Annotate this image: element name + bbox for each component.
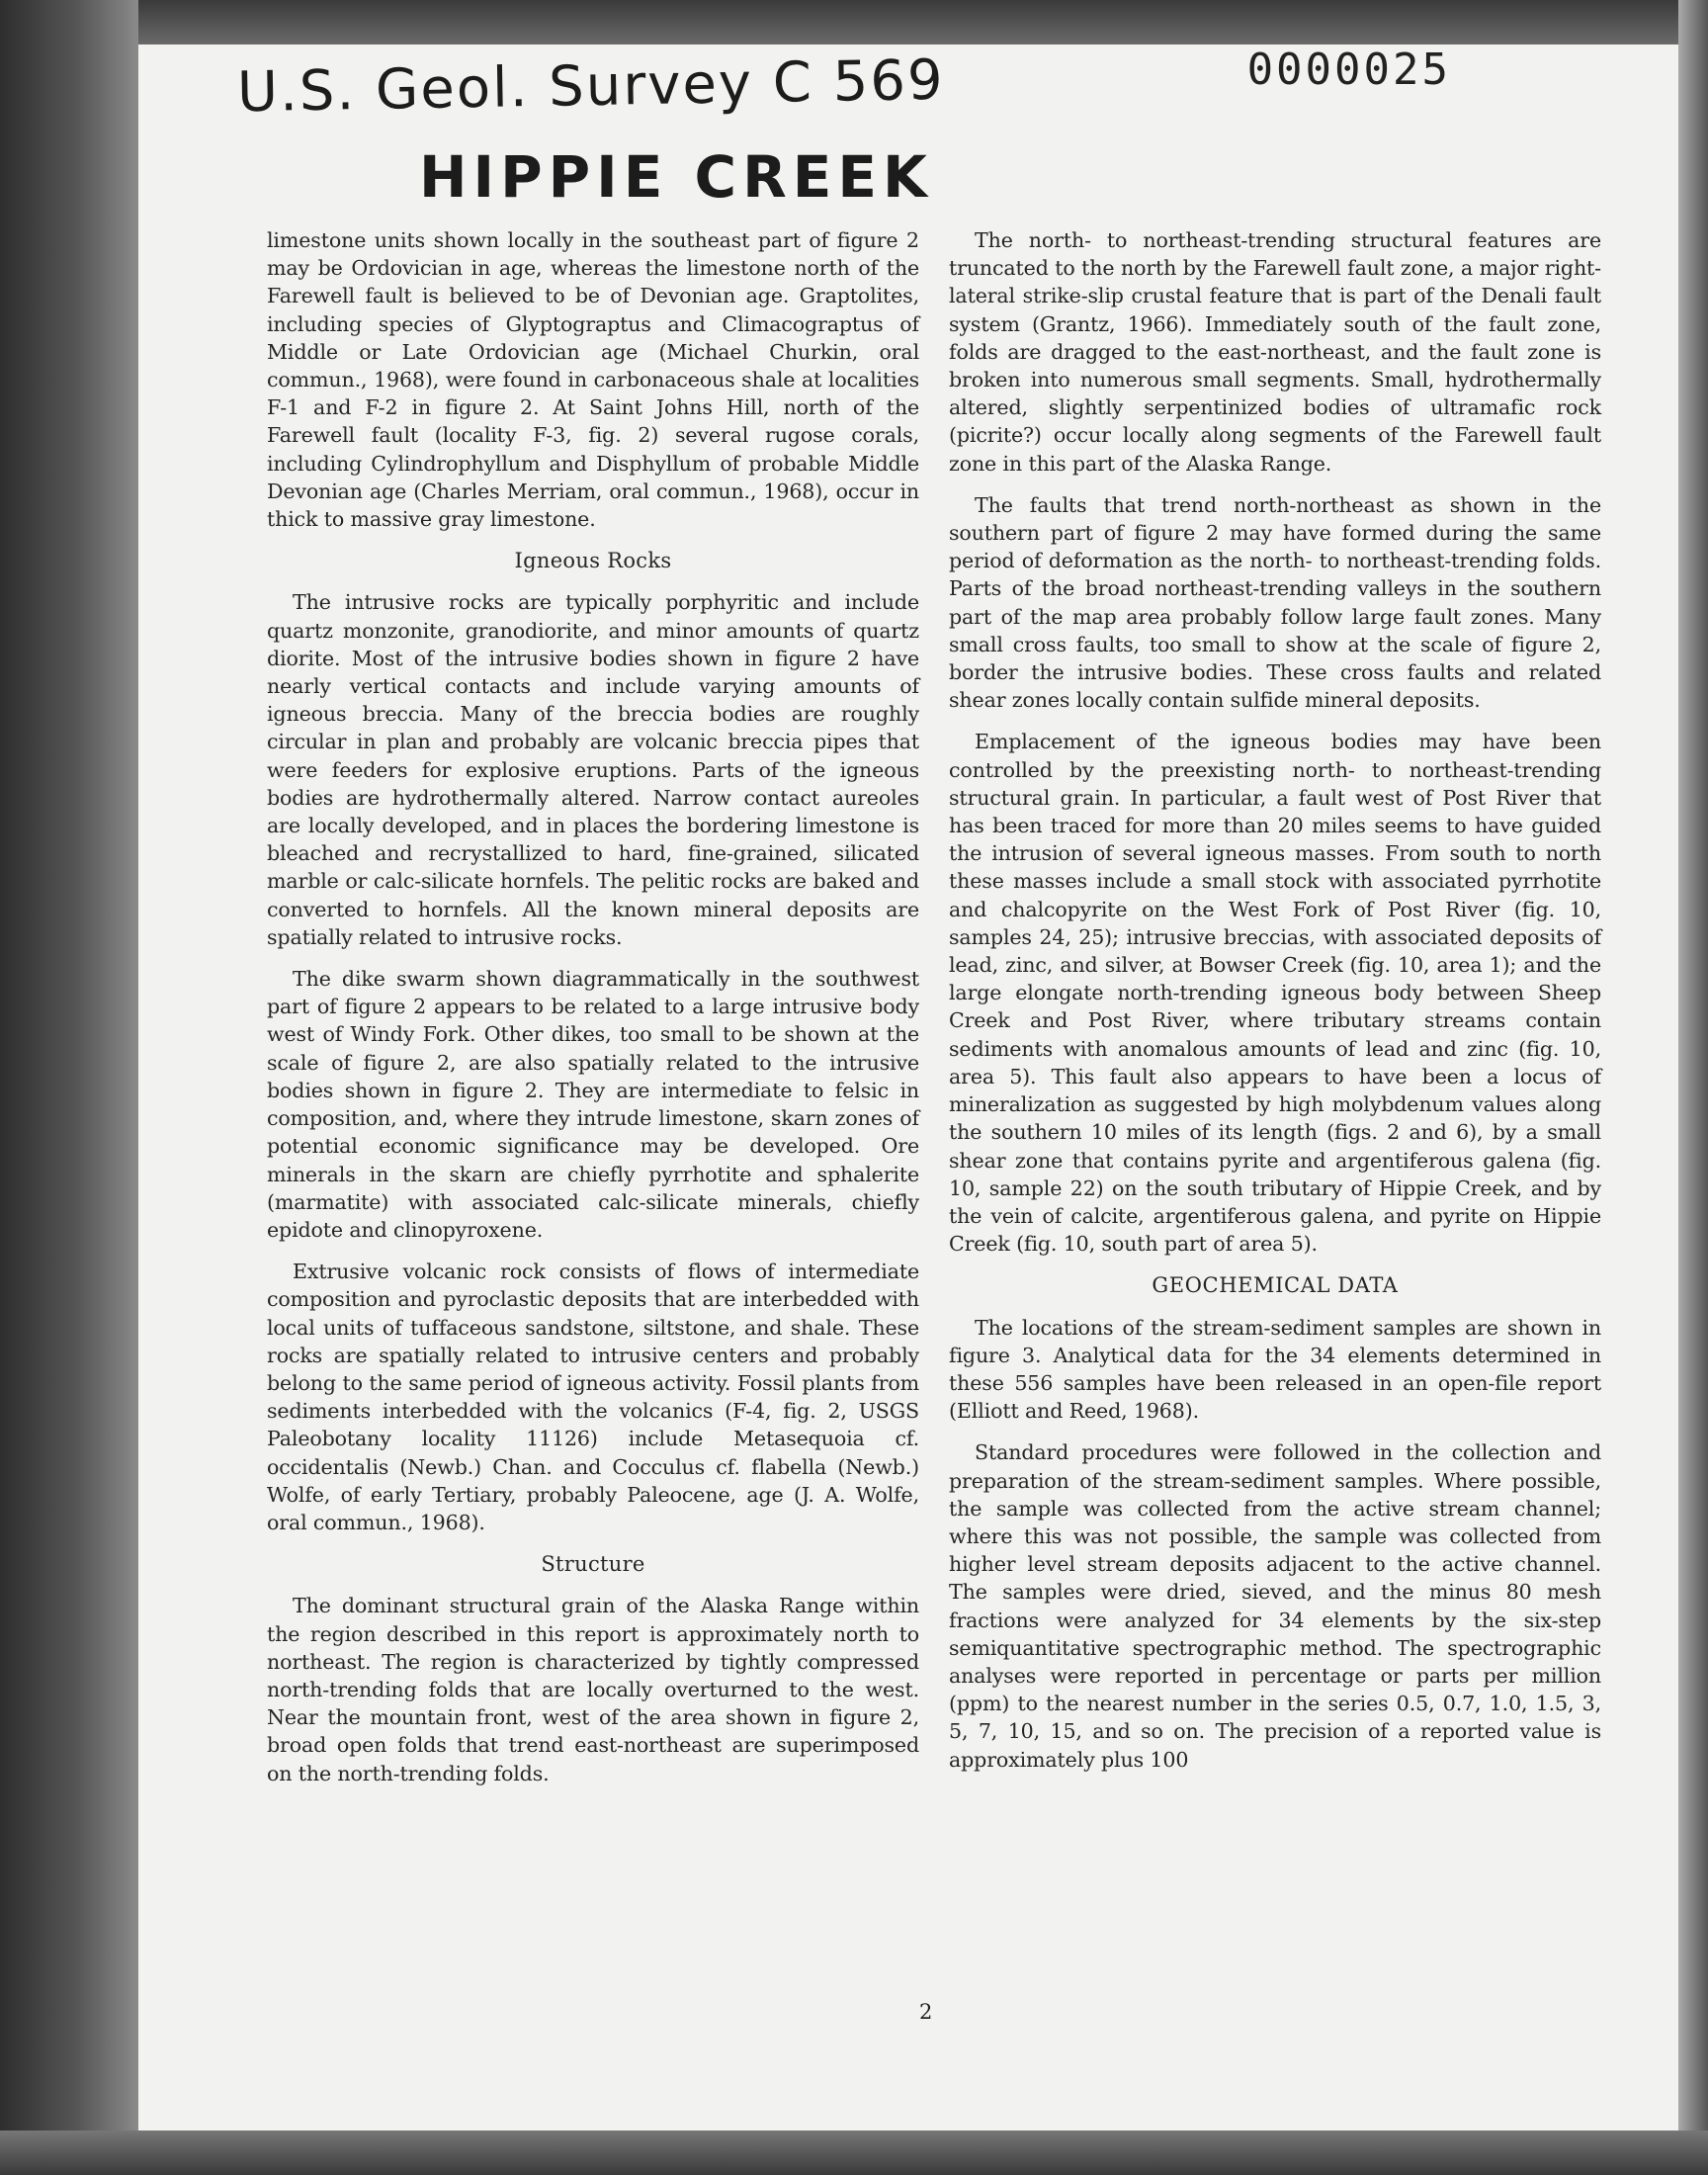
scan-border-left bbox=[0, 0, 138, 2175]
page-number: 2 bbox=[919, 2000, 933, 2024]
left-column bbox=[267, 226, 919, 1801]
handwritten-reference: U.S. Geol. Survey C 569 bbox=[236, 47, 946, 126]
section-heading-structure: Structure bbox=[541, 1552, 645, 1577]
scan-border-top bbox=[0, 0, 1708, 44]
section-heading-geochemical-data: GEOCHEMICAL DATA bbox=[1152, 1273, 1399, 1298]
scan-border-bottom bbox=[0, 2131, 1708, 2175]
paragraph: The north- to northeast-trending structural features are truncated to the north by the Farewell fault zone, a major right-lateral strike-slip crustal feature that is part of the Denali fault system (Grantz, 1966). Immediately south of the fault zone, folds are dragged to the east-northeast, and the fault zone is broken into numerous small segments. Small, hydrothermally altered, slightly serpentinized bodies of ultramafic rock (picrite?) occur locally along segments of the Farewell fault zone in this part of the Alaska Range. bbox=[949, 228, 1601, 476]
handwritten-title: HIPPIE CREEK bbox=[419, 143, 933, 211]
paragraph: The locations of the stream-sediment samples are shown in figure 3. Analytical data for the 34 elements determined in these 556 samples have been released in an open-file report (Elliott and Reed, 1968). bbox=[949, 1315, 1601, 1424]
right-column bbox=[949, 226, 1601, 1787]
document-stamp-number: 0000025 bbox=[1246, 44, 1451, 95]
scan-border-right bbox=[1678, 0, 1708, 2175]
paragraph: Extrusive volcanic rock consists of flows of intermediate composition and pyroclastic deposits that are interbedded with local units of tuffaceous sandstone, siltstone, and shale. These rocks are spatially related to intrusive centers and probably belong to the same period of igneous activity. Fossil plants from sediments interbedded with the volcanics (F-4, fig. 2, USGS Paleobotany locality 11126) include Metasequoia cf. occidentalis (Newb.) Chan. and Cocculus cf. flabella (Newb.) Wolfe, of early Tertiary, probably Paleocene, age (J. A. Wolfe, oral commun., 1968). bbox=[267, 1260, 919, 1534]
section-heading-igneous-rocks: Igneous Rocks bbox=[514, 549, 672, 573]
paragraph: Standard procedures were followed in the collection and preparation of the stream-sediment samples. Where possible, the sample was collected from the active stream channel; where this was not possible, the sample was collected from higher level stream deposits adjacent to the active channel. The samples were dried, sieved, and the minus 80 mesh fractions were analyzed for 34 elements by the six-step semiquantitative spectrographic method. The spectrographic analyses were reported in percentage or parts per million (ppm) to the nearest number in the series 0.5, 0.7, 1.0, 1.5, 3, 5, 7, 10, 15, and so on. The precision of a reported value is approximately plus 100 bbox=[949, 1440, 1601, 1772]
paragraph: limestone units shown locally in the southeast part of figure 2 may be Ordovician in age, whereas the limestone north of the Farewell fault is believed to be of Devonian age. Graptolites, including species of Glyptograptus and Climacograptus of Middle or Late Ordovician age (Michael Churkin, oral commun., 1968), were found in carbonaceous shale at localities F-1 and F-2 in figure 2. At Saint Johns Hill, north of the Farewell fault (locality F-3, fig. 2) several rugose corals, including Cylindrophyllum and Disphyllum of probable Middle Devonian age (Charles Merriam, oral commun., 1968), occur in thick to massive gray limestone. bbox=[267, 228, 919, 532]
paragraph: The faults that trend north-northeast as shown in the southern part of figure 2 may have formed during the same period of deformation as the north- to northeast-trending folds. Parts of the broad northeast-trending valleys in the southern part of the map area probably follow large fault zones. Many small cross faults, too small to show at the scale of figure 2, border the intrusive bodies. These cross faults and related shear zones locally contain sulfide mineral deposits. bbox=[949, 492, 1601, 713]
paragraph: Emplacement of the igneous bodies may have been controlled by the preexisting north- to northeast-trending structural grain. In particular, a fault west of Post River that has been traced for more than 20 miles seems to have guided the intrusion of several igneous masses. From south to north these masses include a small stock with associated pyrrhotite and chalcopyrite on the West Fork of Post River (fig. 10, samples 24, 25); intrusive breccias, with associated deposits of lead, zinc, and silver, at Bowser Creek (fig. 10, area 1); and the large elongate north-trending igneous body between Sheep Creek and Post River, where tributary streams contain sediments with anomalous amounts of lead and zinc (fig. 10, area 5). This fault also appears to have been a locus of mineralization as suggested by high molybdenum values along the southern 10 miles of its length (figs. 2 and 6), by a small shear zone that contains pyrite and argentiferous galena (fig. 10, sample 22) on the south tributary of Hippie Creek, and by the vein of calcite, argentiferous galena, and pyrite on Hippie Creek (fig. 10, south part of area 5). bbox=[949, 730, 1601, 1257]
paragraph: The intrusive rocks are typically porphyritic and include quartz monzonite, granodiorite, and minor amounts of quartz diorite. Most of the intrusive bodies shown in figure 2 have nearly vertical contacts and include varying amounts of igneous breccia. Many of the breccia bodies are roughly circular in plan and probably are volcanic breccia pipes that were feeders for explosive eruptions. Parts of the igneous bodies are hydrothermally altered. Narrow contact aureoles are locally developed, and in places the bordering limestone is bleached and recrystallized to hard, fine-grained, silicated marble or calc-silicate hornfels. The pelitic rocks are baked and converted to hornfels. All the known mineral deposits are spatially related to intrusive rocks. bbox=[267, 590, 919, 949]
paragraph: The dominant structural grain of the Alaska Range within the region described in this report is approximately north to northeast. The region is characterized by tightly compressed north-trending folds that are locally overturned to the west. Near the mountain front, west of the area shown in figure 2, broad open folds that trend east-northeast are superimposed on the north-trending folds. bbox=[267, 1594, 919, 1785]
document-page bbox=[138, 44, 1678, 2131]
paragraph: The dike swarm shown diagrammatically in the southwest part of figure 2 appears to be related to a large intrusive body west of Windy Fork. Other dikes, too small to be shown at the scale of figure 2, are also spatially related to the intrusive bodies shown in figure 2. They are intermediate to felsic in composition, and, where they intrude limestone, skarn zones of potential economic significance may be developed. Ore minerals in the skarn are chiefly pyrrhotite and sphalerite (marmatite) with associated calc-silicate minerals, chiefly epidote and clinopyroxene. bbox=[267, 967, 919, 1242]
